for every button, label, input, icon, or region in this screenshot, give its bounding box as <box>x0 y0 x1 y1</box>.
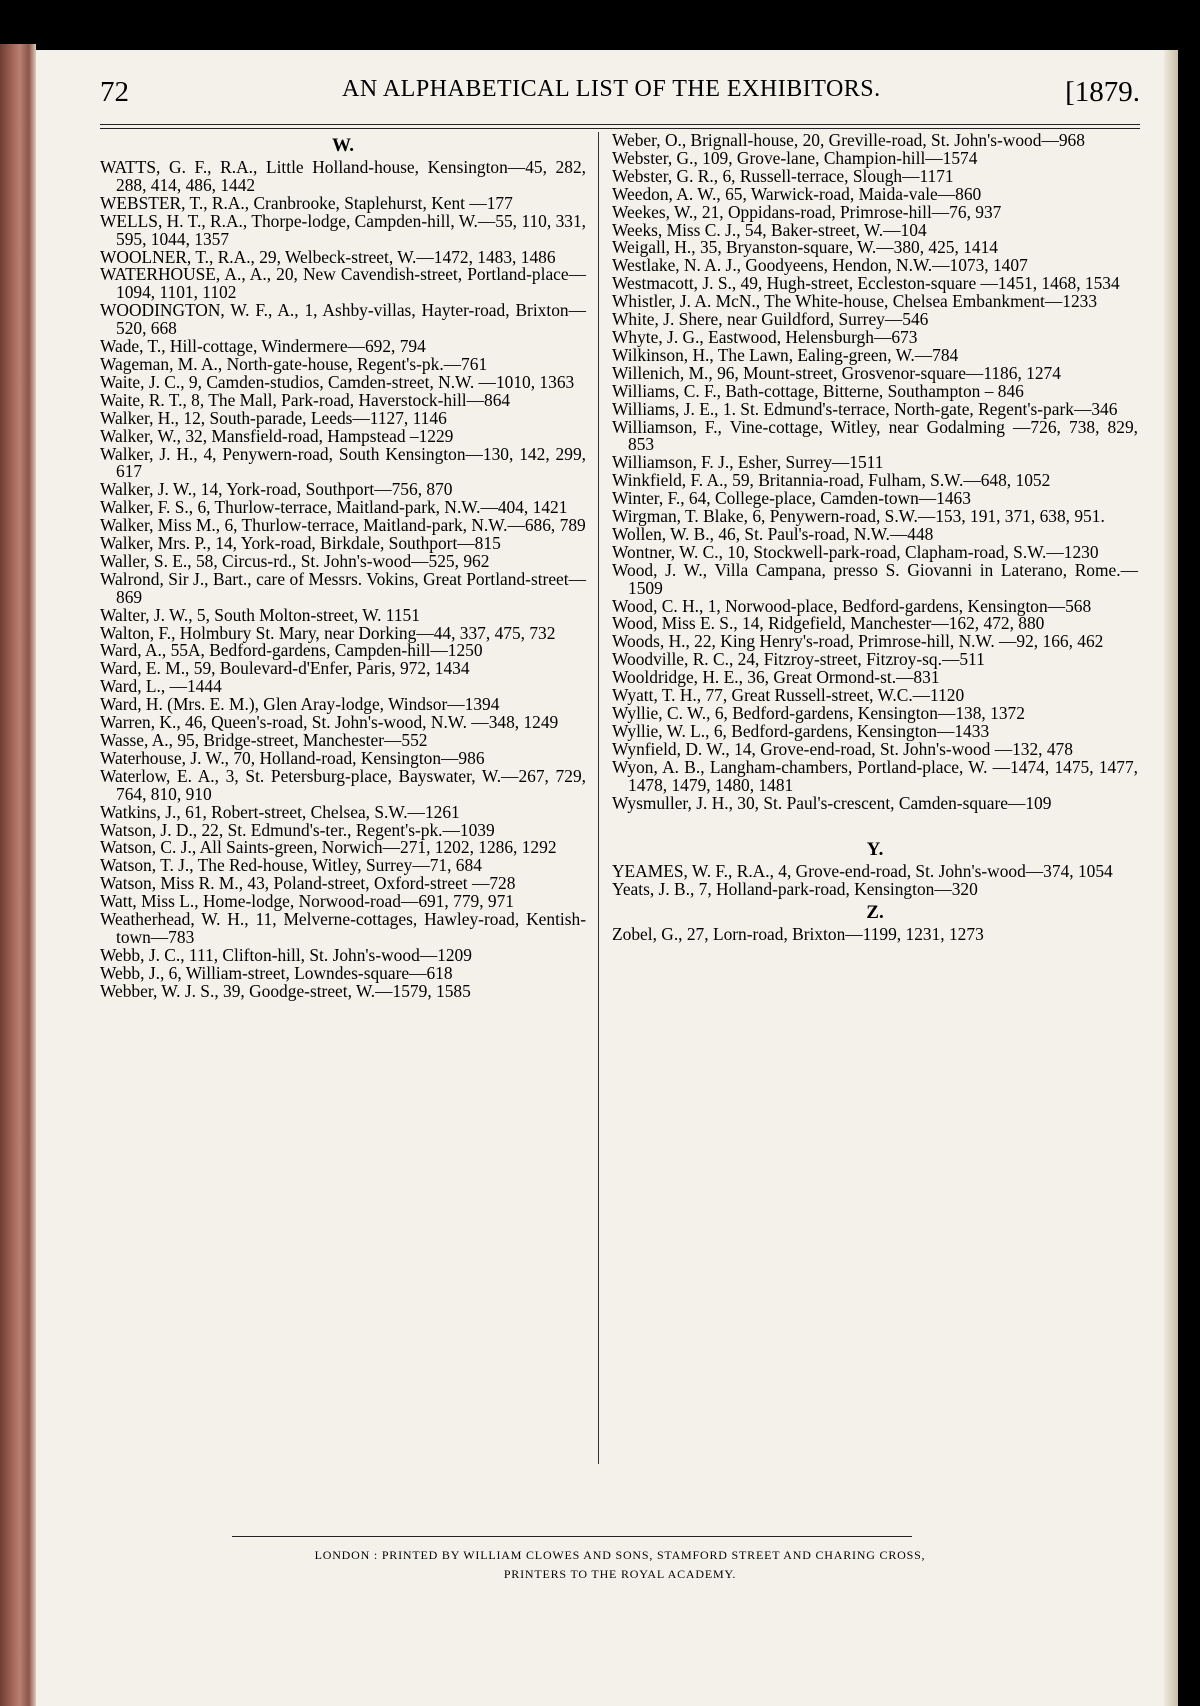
exhibitor-entry: WATERHOUSE, A., A., 20, New Cavendish-street, Portland-place—1094, 1101, 1102 <box>100 264 586 303</box>
exhibitor-entry: WOODINGTON, W. F., A., 1, Ashby-villas, Hayter-road, Brixton—520, 668 <box>100 300 586 339</box>
exhibitor-entry: Walker, J. H., 4, Penywern-road, South Kensington—130, 142, 299, 617 <box>100 443 586 482</box>
exhibitor-entry: Watkins, J., 61, Robert-street, Chelsea, S.W.—1261 <box>100 801 460 822</box>
exhibitor-entry: YEAMES, W. F., R.A., 4, Grove-end-road, St. John's-wood—374, 1054 <box>612 861 1113 882</box>
exhibitor-entry: Zobel, G., 27, Lorn-road, Brixton—1199, 1231, 1273 <box>612 924 984 945</box>
exhibitor-entry: Watson, C. J., All Saints-green, Norwich—271, 1202, 1286, 1292 <box>100 837 557 858</box>
exhibitor-entry: Watson, T. J., The Red-house, Witley, Surrey—71, 684 <box>100 855 482 876</box>
exhibitor-entry: Wyllie, W. L., 6, Bedford-gardens, Kensington—1433 <box>612 720 990 741</box>
exhibitor-entry: Wade, T., Hill-cottage, Windermere—692, 794 <box>100 336 426 357</box>
exhibitor-entry: Waite, R. T., 8, The Mall, Park-road, Haverstock-hill—864 <box>100 389 511 410</box>
exhibitor-entry: Walrond, Sir J., Bart., care of Messrs. Vokins, Great Portland-street—869 <box>100 568 586 607</box>
exhibitor-entry: Webb, J. C., 111, Clifton-hill, St. John's-wood—1209 <box>100 944 472 965</box>
exhibitor-entry: Woods, H., 22, King Henry's-road, Primrose-hill, N.W. —92, 166, 462 <box>612 631 1104 652</box>
column-divider <box>598 132 599 1464</box>
imprint-line: LONDON : PRINTED BY WILLIAM CLOWES AND SONS, STAMFORD STREET AND CHARING CROSS, <box>314 1548 926 1562</box>
exhibitor-entry: Walker, J. W., 14, York-road, Southport—756, 870 <box>100 479 453 500</box>
exhibitor-entry: Waterhouse, J. W., 70, Holland-road, Kensington—986 <box>100 747 485 768</box>
exhibitor-entry: Williamson, F., Vine-cottage, Witley, near Godalming —726, 738, 829, 853 <box>612 416 1138 455</box>
exhibitor-entry: Wynfield, D. W., 14, Grove-end-road, St. John's-wood —132, 478 <box>612 738 1073 759</box>
exhibitor-entry: Williams, J. E., 1. St. Edmund's-terrace, North-gate, Regent's-park—346 <box>612 398 1118 419</box>
exhibitor-entry: Wageman, M. A., North-gate-house, Regent's-pk.—761 <box>100 353 488 374</box>
exhibitor-entry: Webber, W. J. S., 39, Goodge-street, W.—1579, 1585 <box>100 980 471 1001</box>
exhibitor-entry: Walker, W., 32, Mansfield-road, Hampstead –1229 <box>100 425 454 446</box>
exhibitor-entry: Whyte, J. G., Eastwood, Helensburgh—673 <box>612 326 918 347</box>
exhibitor-entry: Wyllie, C. W., 6, Bedford-gardens, Kensington—138, 1372 <box>612 703 1025 723</box>
exhibitor-entry: Wyon, A. B., Langham-chambers, Portland-place, W. —1474, 1475, 1477, 1478, 1479, 1480, 1481 <box>612 756 1138 795</box>
section-letter: Z. <box>866 902 884 924</box>
exhibitor-entry: Watt, Miss L., Home-lodge, Norwood-road—691, 779, 971 <box>100 891 514 912</box>
exhibitor-entry: Wontner, W. C., 10, Stockwell-park-road, Clapham-road, S.W.—1230 <box>612 541 1099 562</box>
exhibitor-entry: Weatherhead, W. H., 11, Melverne-cottages, Hawley-road, Kentish-town—783 <box>100 909 586 947</box>
exhibitor-entry: Whistler, J. A. McN., The White-house, Chelsea Embankment—1233 <box>612 291 1098 312</box>
exhibitor-entry: Webster, G. R., 6, Russell-terrace, Slough—1171 <box>612 165 954 186</box>
section-gap <box>612 812 1138 836</box>
exhibitor-entry: WOOLNER, T., R.A., 29, Welbeck-street, W.—1472, 1483, 1486 <box>100 246 556 267</box>
page-header <box>100 76 1140 120</box>
exhibitor-entry: Wollen, W. B., 46, St. Paul's-road, N.W.—448 <box>612 523 934 544</box>
left-column <box>100 132 586 1001</box>
exhibitor-entry: Ward, L., —1444 <box>100 676 222 697</box>
footer-rule <box>232 1536 912 1537</box>
book-spine-edge <box>0 44 36 1706</box>
exhibitor-entry: WATTS, G. F., R.A., Little Holland-house, Kensington—45, 282, 288, 414, 486, 1442 <box>100 157 586 195</box>
page-edge-shadow <box>1164 50 1178 1706</box>
exhibitor-entry: Wyatt, T. H., 77, Great Russell-street, W.C.—1120 <box>612 685 965 706</box>
exhibitor-entry: Ward, A., 55A, Bedford-gardens, Campden-hill—1250 <box>100 640 483 661</box>
exhibitor-entry: White, J. Shere, near Guildford, Surrey—546 <box>612 309 929 330</box>
exhibitor-entry: Wood, Miss E. S., 14, Ridgefield, Manchester—162, 472, 880 <box>612 613 1045 634</box>
exhibitor-entry: Ward, E. M., 59, Boulevard-d'Enfer, Paris, 972, 1434 <box>100 658 470 679</box>
exhibitor-entry: Ward, H. (Mrs. E. M.), Glen Aray-lodge, Windsor—1394 <box>100 694 500 715</box>
exhibitor-entry: Williamson, F. J., Esher, Surrey—1511 <box>612 452 884 473</box>
exhibitor-entry: Wysmuller, J. H., 30, St. Paul's-crescent, Camden-square—109 <box>612 792 1052 813</box>
exhibitor-entry: Wooldridge, H. E., 36, Great Ormond-st.—831 <box>612 667 940 688</box>
exhibitor-entry: Wood, J. W., Villa Campana, presso S. Giovanni in Laterano, Rome.—1509 <box>612 559 1138 598</box>
exhibitor-entry: Webster, G., 109, Grove-lane, Champion-hill—1574 <box>612 147 978 168</box>
exhibitor-entry: Weedon, A. W., 65, Warwick-road, Maida-vale—860 <box>612 183 982 204</box>
year-mark: [1879. <box>1065 76 1140 108</box>
right-column <box>612 132 1138 944</box>
printer-imprint <box>100 1546 1140 1584</box>
section-letter: Y. <box>866 839 884 861</box>
exhibitor-entry: Westlake, N. A. J., Goodyeens, Hendon, N.W.—1073, 1407 <box>612 255 1028 276</box>
exhibitor-entry: Waite, J. C., 9, Camden-studios, Camden-street, N.W. —1010, 1363 <box>100 371 575 392</box>
exhibitor-entry: Wirgman, T. Blake, 6, Penywern-road, S.W.—153, 191, 371, 638, 951. <box>612 506 1105 527</box>
exhibitor-entry: Weekes, W., 21, Oppidans-road, Primrose-hill—76, 937 <box>612 201 1002 222</box>
exhibitor-entry: Wood, C. H., 1, Norwood-place, Bedford-gardens, Kensington—568 <box>612 595 1092 616</box>
running-title: AN ALPHABETICAL LIST OF THE EXHIBITORS. <box>342 76 881 102</box>
imprint-line: PRINTERS TO THE ROYAL ACADEMY. <box>503 1567 737 1581</box>
exhibitor-entry: Winkfield, F. A., 59, Britannia-road, Fulham, S.W.—648, 1052 <box>612 470 1051 491</box>
exhibitor-entry: Webb, J., 6, William-street, Lowndes-square—618 <box>100 962 453 983</box>
exhibitor-entry: Walker, Mrs. P., 14, York-road, Birkdale, Southport—815 <box>100 533 501 554</box>
exhibitor-entry: Walker, H., 12, South-parade, Leeds—1127, 1146 <box>100 407 447 428</box>
exhibitor-entry: Weber, O., Brignall-house, 20, Greville-road, St. John's-wood—968 <box>612 130 1085 150</box>
exhibitor-entry: Walker, F. S., 6, Thurlow-terrace, Maitland-park, N.W.—404, 1421 <box>100 497 568 518</box>
header-rule <box>100 128 1140 129</box>
exhibitor-entry: Westmacott, J. S., 49, Hugh-street, Eccleston-square —1451, 1468, 1534 <box>612 273 1120 294</box>
page-number: 72 <box>100 76 129 108</box>
exhibitor-entry: Walker, Miss M., 6, Thurlow-terrace, Maitland-park, N.W.—686, 789 <box>100 515 586 536</box>
section-letter: W. <box>331 135 354 156</box>
exhibitor-entry: Warren, K., 46, Queen's-road, St. John's-wood, N.W. —348, 1249 <box>100 712 559 733</box>
exhibitor-entry: Weeks, Miss C. J., 54, Baker-street, W.—104 <box>612 219 927 240</box>
exhibitor-entry: Winter, F., 64, College-place, Camden-town—1463 <box>612 488 971 509</box>
exhibitor-entry: Williams, C. F., Bath-cottage, Bitterne, Southampton – 846 <box>612 380 1024 401</box>
exhibitor-entry: Waller, S. E., 58, Circus-rd., St. John's-wood—525, 962 <box>100 550 490 571</box>
exhibitor-entry: Walton, F., Holmbury St. Mary, near Dorking—44, 337, 475, 732 <box>100 622 556 643</box>
exhibitor-entry: Watson, Miss R. M., 43, Poland-street, Oxford-street —728 <box>100 873 516 894</box>
exhibitor-entry: Watson, J. D., 22, St. Edmund's-ter., Regent's-pk.—1039 <box>100 819 495 840</box>
exhibitor-entry: Yeats, J. B., 7, Holland-park-road, Kensington—320 <box>612 879 978 900</box>
exhibitor-entry: Wilkinson, H., The Lawn, Ealing-green, W.—784 <box>612 344 959 365</box>
exhibitor-entry: Willenich, M., 96, Mount-street, Grosvenor-square—1186, 1274 <box>612 362 1061 383</box>
exhibitor-entry: WEBSTER, T., R.A., Cranbrooke, Staplehurst, Kent —177 <box>100 192 513 213</box>
exhibitor-entry: Walter, J. W., 5, South Molton-street, W. 1151 <box>100 604 420 625</box>
exhibitor-entry: Weigall, H., 35, Bryanston-square, W.—380, 425, 1414 <box>612 237 998 258</box>
exhibitor-entry: Woodville, R. C., 24, Fitzroy-street, Fitzroy-sq.—511 <box>612 649 985 670</box>
exhibitor-entry: WELLS, H. T., R.A., Thorpe-lodge, Campden-hill, W.—55, 110, 331, 595, 1044, 1357 <box>100 210 586 249</box>
exhibitor-entry: Waterlow, E. A., 3, St. Petersburg-place, Bayswater, W.—267, 729, 764, 810, 910 <box>100 765 586 804</box>
header-rule <box>100 124 1140 125</box>
exhibitor-entry: Wasse, A., 95, Bridge-street, Manchester—552 <box>100 730 428 750</box>
